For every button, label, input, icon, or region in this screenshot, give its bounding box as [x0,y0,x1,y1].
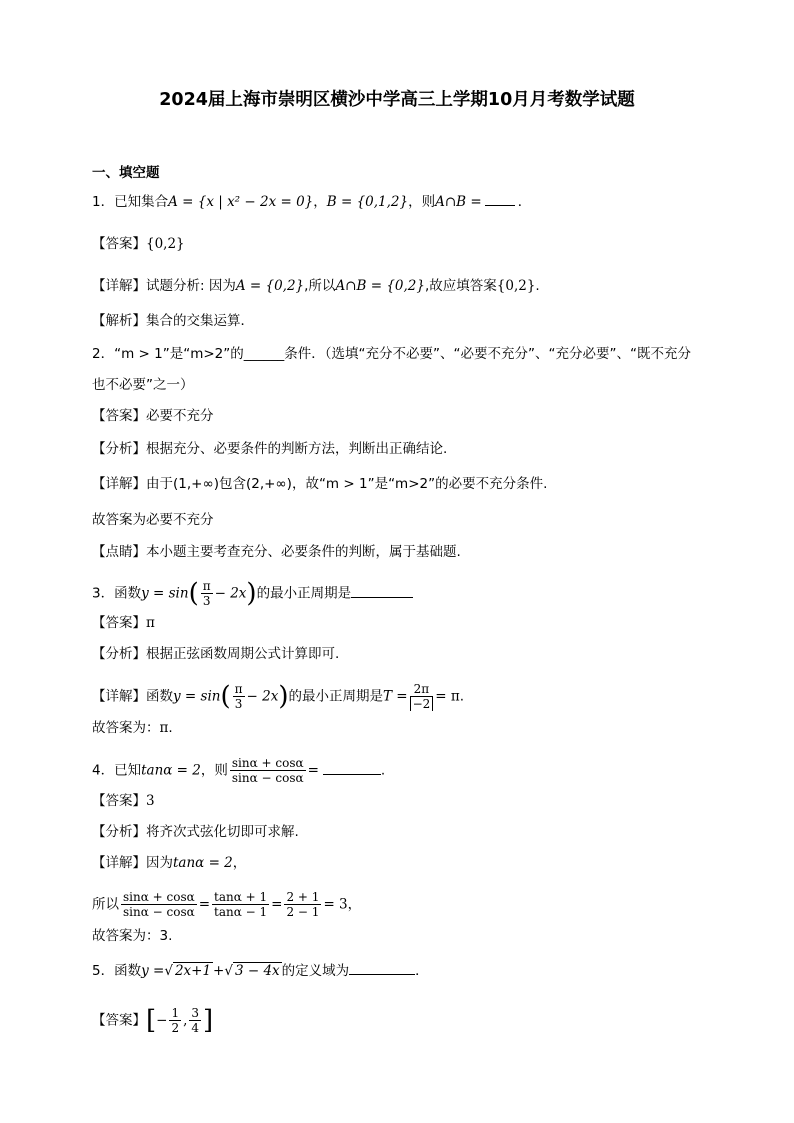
answer-tag: 【答案】 [92,793,146,809]
question-1 [92,193,531,211]
right-bracket: ] [203,1005,214,1036]
fraction-denominator: −2 [410,697,434,711]
left-bracket: [ [146,1005,157,1036]
left-paren: ( [188,578,199,609]
q4-equals: = [307,762,319,779]
q5-end: ． [415,963,429,979]
q4-detail-text: 因为 [146,855,173,871]
answer-tag: 【答案】 [92,236,146,252]
q1-set-b: B = {0,1,2} [326,194,409,210]
fenxi-tag: 【分析】 [92,646,146,662]
answer-blank [351,585,413,598]
question-4 [92,756,385,785]
question-2-line-1: 2．“m > 1”是“m>2”的______条件．（选填“充分不必要”、“必要不充分”、“充分必要”、“既不充分 [92,346,691,362]
q4-analysis-line [92,823,299,841]
q2-answer: 必要不充分 [146,408,214,424]
fraction-denominator: 3 [234,697,243,711]
fraction-denominator: sinα − cosα [231,771,304,785]
section-heading: 一、填空题 [92,165,160,181]
fraction-denominator: 3 [202,594,211,608]
q5-answer-fraction-2 [189,1006,201,1035]
q4-stem-mid: ，则 [200,762,228,779]
minus-sign: − [156,1012,168,1029]
q1-expression: A∩B = [435,194,482,210]
q1-set-a: A = {x | x² − 2x = 0} [168,194,314,210]
question-5 [92,962,429,980]
q3-detail-post: 的最小正周期是 [288,688,383,705]
fraction-numerator: 3 [191,1006,200,1020]
fraction-numerator: 2π [410,682,434,697]
fraction-numerator: π [202,579,211,593]
question-2-line-2: 也不必要”之一） [92,377,194,393]
q2-detail: 由于(1,+∞)包含(2,+∞)，故“m > 1”是“m>2”的必要不充分条件. [146,476,548,492]
right-paren: ) [278,681,289,712]
q3-detail-text: 函数 [146,688,173,705]
q1-detail-line [92,277,540,295]
q1-end: ． [517,194,532,210]
q3-fenxi: 根据正弦函数周期公式计算即可. [146,646,340,662]
fraction-numerator: 1 [171,1006,180,1020]
answer-blank [485,193,515,206]
q3-period-fraction [410,682,434,711]
q3-stem: 3．函数 [92,585,142,602]
q4-answer: 3 [146,793,155,809]
q5-answer-fraction-1 [169,1006,181,1035]
sqrt-symbol: √ [224,963,233,979]
q2-answer-line [92,407,214,425]
q3-detail-tail: − 2x [246,688,279,705]
q5-radicand-1: 2x+1 [174,963,212,979]
q3-tail: − 2x [214,585,247,602]
question-3 [92,579,413,608]
equals-sign: = [271,896,283,913]
answer-blank [323,762,381,775]
comma: , [183,1012,188,1029]
fraction-numerator: tanα + 1 [214,890,268,904]
dianjing-tag: 【点睛】 [92,544,146,560]
q2-dianjing-line [92,543,461,561]
q1-detail-text: ,所以 [304,278,336,294]
q1-detail-math: {0,2} [496,278,536,294]
q5-stem-post: 的定义域为 [281,963,350,979]
right-paren: ) [246,578,257,609]
fenxi-tag: 【分析】 [92,824,146,840]
q4-result: = 3， [323,896,362,913]
fraction-numerator: π [234,682,243,696]
detail-tag: 【详解】 [92,476,146,492]
sqrt-symbol: √ [164,963,173,979]
fraction-denominator: tanα − 1 [214,905,268,919]
q1-answer-line [92,235,185,253]
q3-conclusion-text: 故答案为： [92,720,160,736]
q2-dianjing: 本小题主要考查充分、必要条件的判断，属于基础题. [146,544,461,560]
q3-analysis-line [92,645,339,663]
q1-analysis: 集合的交集运算． [146,313,254,329]
q4-derivation [92,890,361,919]
q1-detail-end: . [535,278,540,294]
q5-answer-line [92,1006,213,1035]
fraction-numerator: 2 + 1 [286,890,320,904]
q4-detail-condition: tanα = 2 [173,855,233,871]
document-title: 2024届上海市崇明区横沙中学高三上学期10月月考数学试题 [159,90,635,110]
q1-detail-text: 试题分析: 因为 [146,278,236,294]
fraction-denominator: sinα − cosα [123,905,195,919]
q4-fenxi: 将齐次式弦化切即可求解. [146,824,299,840]
q2-analysis-line [92,440,447,458]
q1-detail-text: ,故应填答案 [424,278,497,294]
fenxi-tag: 【分析】 [92,441,146,457]
answer-tag: 【答案】 [92,408,146,424]
answer-blank [349,962,415,975]
q5-stem: 5．函数 [92,963,142,979]
q3-conclusion-end: . [168,720,173,736]
equals-sign: = [198,896,211,913]
q4-fraction [230,756,306,785]
answer-tag: 【答案】 [92,1012,146,1029]
fraction-denominator: 2 − 1 [286,905,320,919]
q3-detail-fraction [233,682,245,711]
q1-detail-math: A = {0,2} [235,278,305,294]
q3-conclusion-value: π [159,720,169,736]
q1-analysis-line [92,312,254,330]
q4-detail-line [92,854,246,872]
q3-period-value: = π [435,688,460,705]
q4-suoyi: 所以 [92,896,119,913]
q4-conclusion: 故答案为：3. [92,928,173,944]
analysis-tag: 【解析】 [92,313,146,329]
q1-answer: {0,2} [146,236,185,252]
q4-detail-end: ， [232,855,247,871]
answer-tag: 【答案】 [92,615,146,631]
detail-tag: 【详解】 [92,278,146,294]
q3-detail-line [92,682,464,711]
q3-detail-function: y = sin [173,688,221,705]
q3-conclusion [92,719,173,737]
q4-condition: tanα = 2 [141,762,201,779]
q2-fenxi: 根据充分、必要条件的判断方法，判断出正确结论. [146,441,448,457]
q4-stem: 4．已知 [92,762,142,779]
q3-answer: π [146,615,155,631]
q1-detail-math: A∩B = {0,2} [335,278,425,294]
fraction-denominator: 4 [191,1021,200,1035]
fraction-numerator: sinα + cosα [123,890,195,904]
fraction-denominator: 2 [171,1021,180,1035]
detail-tag: 【详解】 [92,688,146,705]
q1-comma: ， [313,194,327,210]
detail-tag: 【详解】 [92,855,146,871]
q2-conclusion: 故答案为必要不充分 [92,512,214,528]
q1-stem: 1．已知集合 [92,194,169,210]
fraction-numerator: sinα + cosα [231,756,304,770]
q5-radicand-2: 3 − 4x [234,963,280,979]
q4-end: . [380,762,386,779]
q1-then: ，则 [408,194,436,210]
q3-period-end: . [459,688,465,705]
left-paren: ( [220,681,231,712]
q4-fraction-3 [284,890,321,919]
q3-fraction [201,579,213,608]
q5-plus: + [213,963,225,979]
q2-detail-line [92,475,547,493]
q4-fraction-1 [121,890,197,919]
q3-answer-line [92,614,155,632]
q4-answer-line [92,792,155,810]
q3-function: y = sin [141,585,189,602]
q3-period-label: T = [382,688,408,705]
q5-function: y = [141,963,165,979]
q3-stem-post: 的最小正周期是 [256,585,352,602]
q4-fraction-2 [212,890,269,919]
